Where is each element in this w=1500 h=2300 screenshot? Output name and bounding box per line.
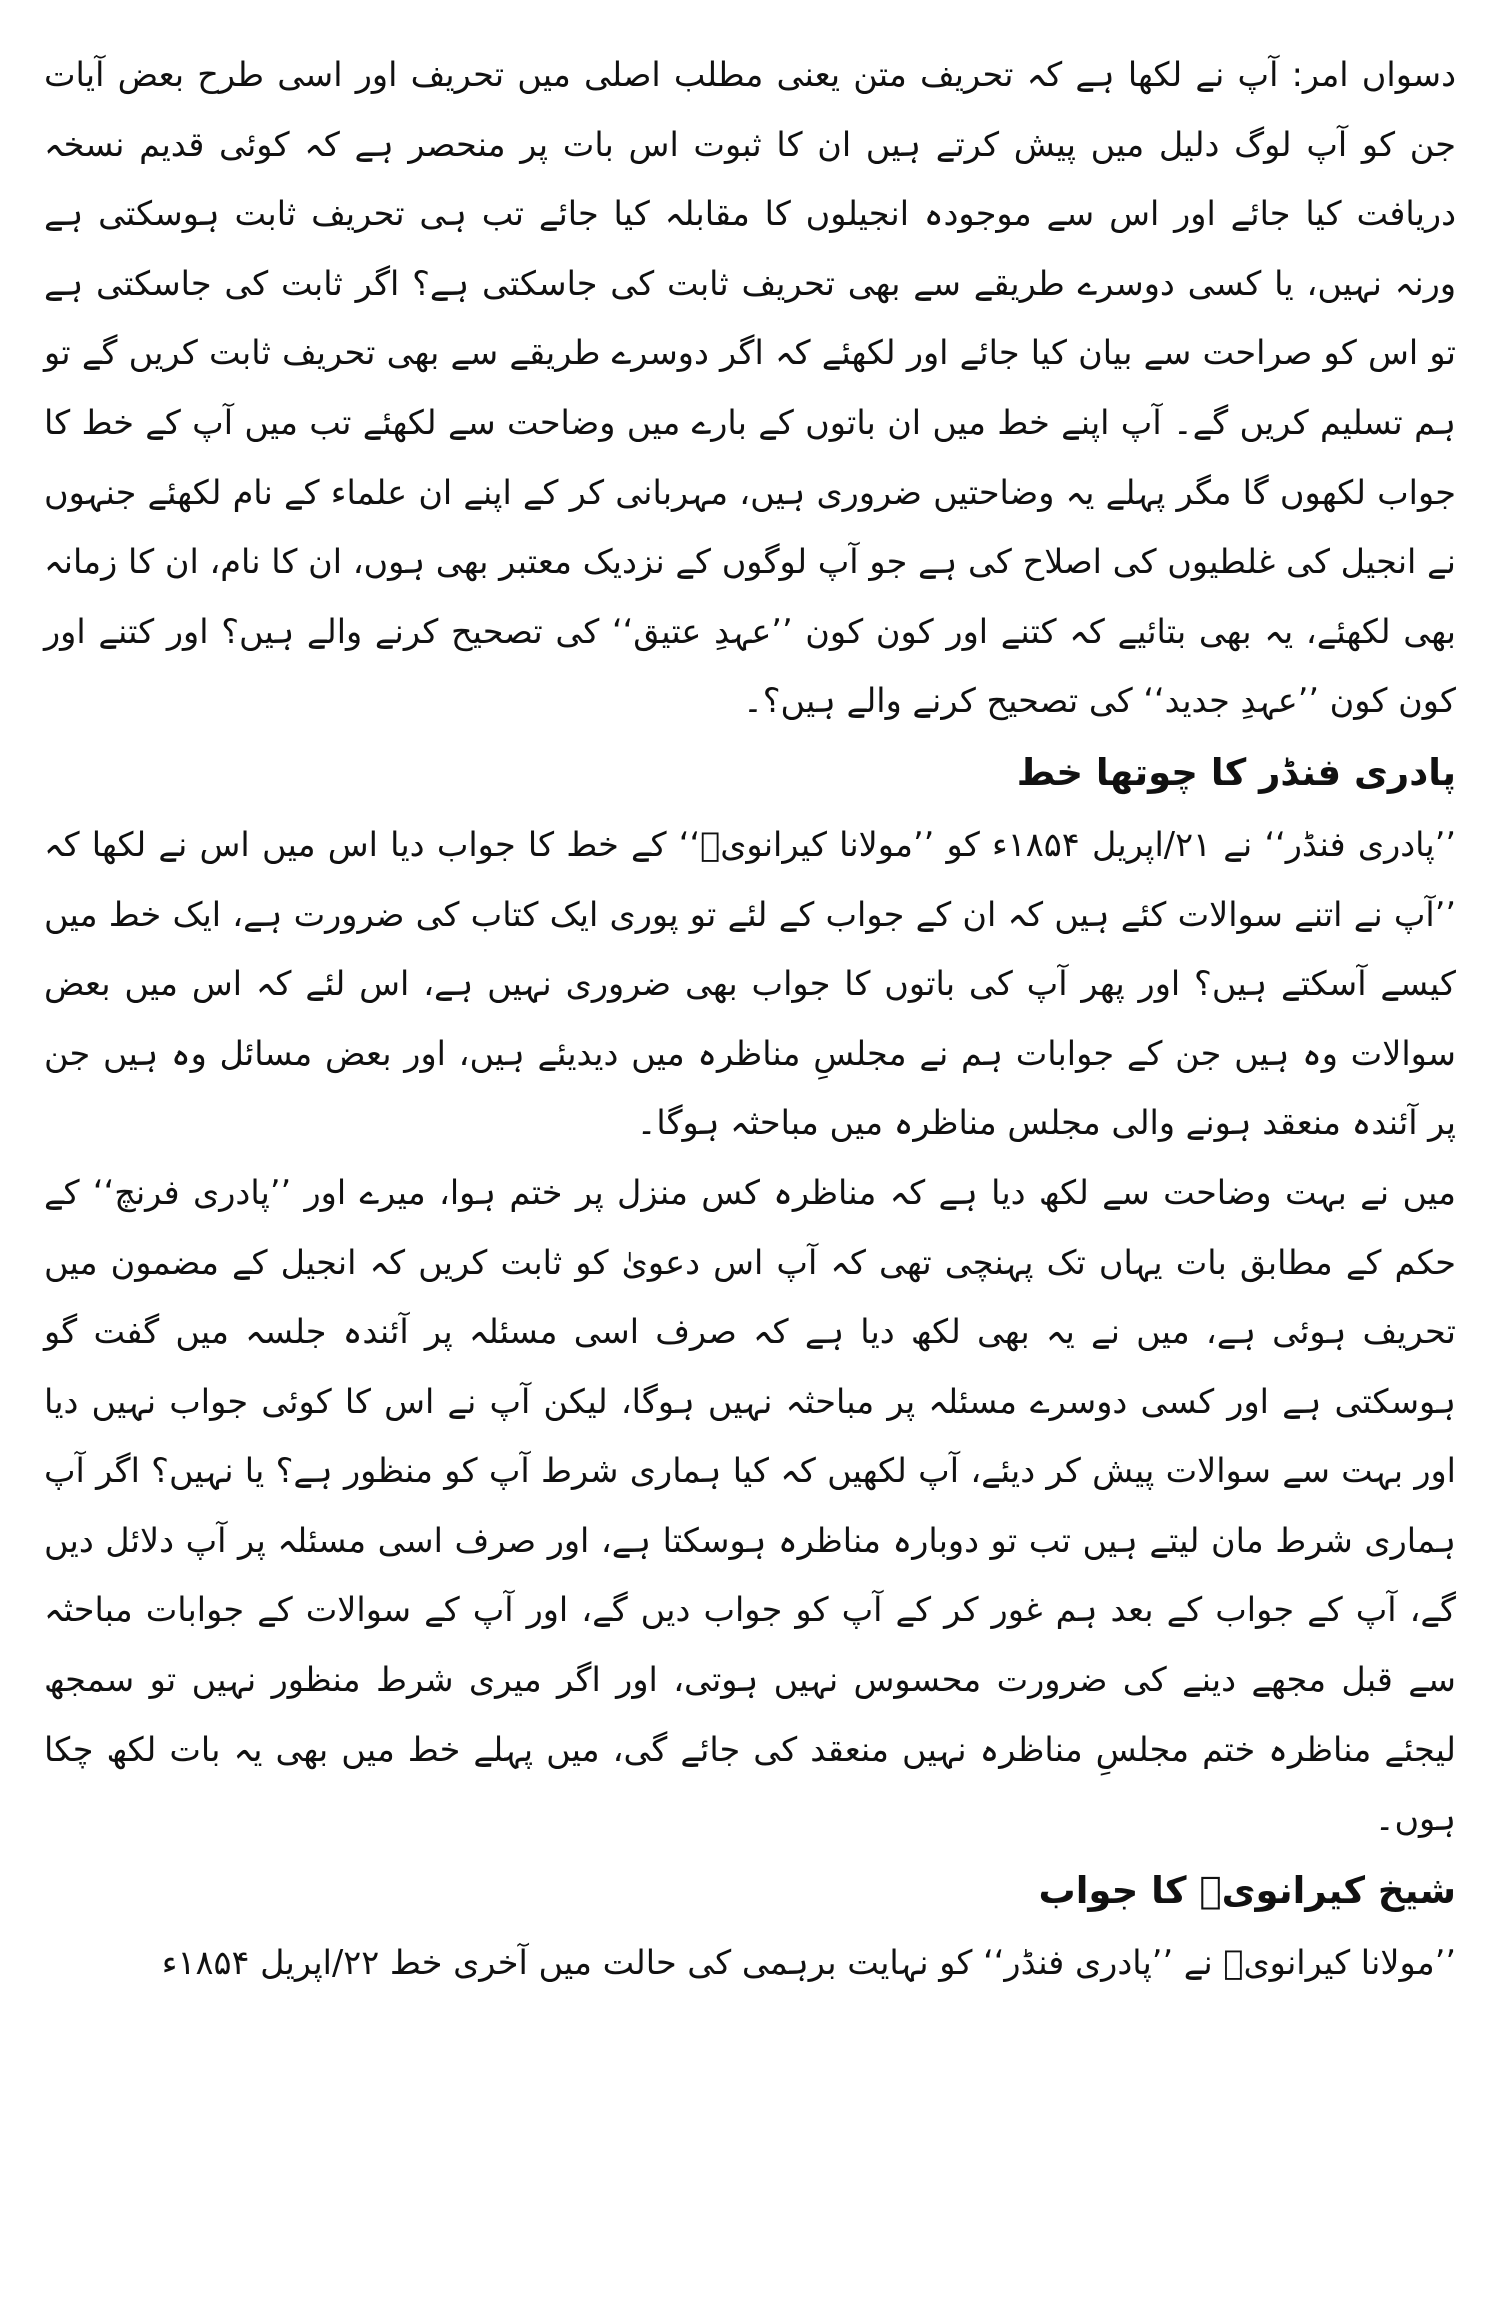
paragraph-fander-reply: ’’پادری فنڈر‘‘ نے ۲۱/اپریل ۱۸۵۴ء کو ’’مولانا کیرانویؒ‘‘ کے خط کا جواب دیا اس میں اس نے لکھا کہ ’’آپ نے اتنے سوالات کئے ہیں کہ ان کے جواب کے لئے تو پوری ایک کتاب کی ضرورت ہے، ایک خط میں کیسے آسکتے ہیں؟ اور پھر آپ کی باتوں کا جواب بھی ضروری نہیں ہے، اس لئے کہ اس میں بعض سوالات وہ ہیں جن کے جوابات ہم نے مجلسِ مناظرہ میں دیدیئے ہیں، اور بعض مسائل وہ ہیں جن پر آئندہ منعقد ہونے والی مجلس مناظرہ میں مباحثہ ہوگا۔ bbox=[44, 824, 1456, 1143]
paragraph-final-letter: ’’مولانا کیرانویؒ نے ’’پادری فنڈر‘‘ کو نہایت برہمی کی حالت میں آخری خط ۲۲/اپریل ۱۸۵۴ء bbox=[161, 1942, 1456, 1982]
heading-fourth-letter: پادری فنڈر کا چوتھا خط bbox=[1016, 750, 1456, 794]
heading-kairanvi-reply: شیخ کیرانویؒ کا جواب bbox=[1038, 1868, 1456, 1912]
paragraph-tenth-point: دسواں امر: آپ نے لکھا ہے کہ تحریف متن یعنی مطلب اصلی میں تحریف اور اسی طرح بعض آیات جن کو آپ لوگ دلیل میں پیش کرتے ہیں ان کا ثبوت اس بات پر منحصر ہے کہ کوئی قدیم نسخہ دریافت کیا جائے اور اس سے موجودہ انجیلوں کا مقابلہ کیا جائے تب ہی تحریف ثابت ہوسکتی ہے ورنہ نہیں، یا کسی دوسرے طریقے سے بھی تحریف ثابت کی جاسکتی ہے؟ اگر ثابت کی جاسکتی ہے تو اس کو صراحت سے بیان کیا جائے اور لکھئے کہ اگر دوسرے طریقے سے بھی تحریف ثابت کریں گے تو ہم تسلیم کریں گے۔ آپ اپنے خط میں ان باتوں کے بارے میں وضاحت سے لکھئے تب میں آپ کے خط کا جواب لکھوں گا مگر پہلے یہ وضاحتیں ضروری ہیں، مہربانی کر کے اپنے ان علماء کے نام لکھئے جنہوں نے انجیل کی غلطیوں کی اصلاح کی ہے جو آپ لوگوں کے نزدیک معتبر بھی ہوں، ان کا نام، ان کا زمانہ بھی لکھئے، یہ بھی بتائیے کہ کتنے اور کون کون ’’عہدِ عتیق‘‘ کی تصحیح کرنے والے ہیں؟ اور کتنے اور کون کون ’’عہدِ جدید‘‘ کی تصحیح کرنے والے ہیں؟۔ bbox=[44, 55, 1456, 721]
paragraph-debate-condition: میں نے بہت وضاحت سے لکھ دیا ہے کہ مناظرہ کس منزل پر ختم ہوا، میرے اور ’’پادری فرنچ‘‘ کے حکم کے مطابق بات یہاں تک پہنچی تھی کہ آپ اس دعویٰ کو ثابت کریں کہ انجیل کے مضمون میں تحریف ہوئی ہے، میں نے یہ بھی لکھ دیا ہے کہ صرف اسی مسئلہ پر آئندہ جلسہ میں گفت گو ہوسکتی ہے اور کسی دوسرے مسئلہ پر مباحثہ نہیں ہوگا، لیکن آپ نے اس کا کوئی جواب نہیں دیا اور بہت سے سوالات پیش کر دیئے، آپ لکھیں کہ کیا ہماری شرط آپ کو منظور ہے؟ یا نہیں؟ اگر آپ ہماری شرط مان لیتے ہیں تب تو دوبارہ مناظرہ ہوسکتا ہے، اور صرف اسی مسئلہ پر آپ دلائل دیں گے، آپ کے جواب کے بعد ہم غور کر کے آپ کو جواب دیں گے، اور آپ کے سوالات کے جوابات مباحثہ سے قبل مجھے دینے کی ضرورت محسوس نہیں ہوتی، اور اگر میری شرط منظور نہیں تو سمجھ لیجئے مناظرہ ختم مجلسِ مناظرہ نہیں منعقد کی جائے گی، میں پہلے خط میں بھی یہ بات لکھ چکا ہوں۔ bbox=[44, 1172, 1456, 1839]
